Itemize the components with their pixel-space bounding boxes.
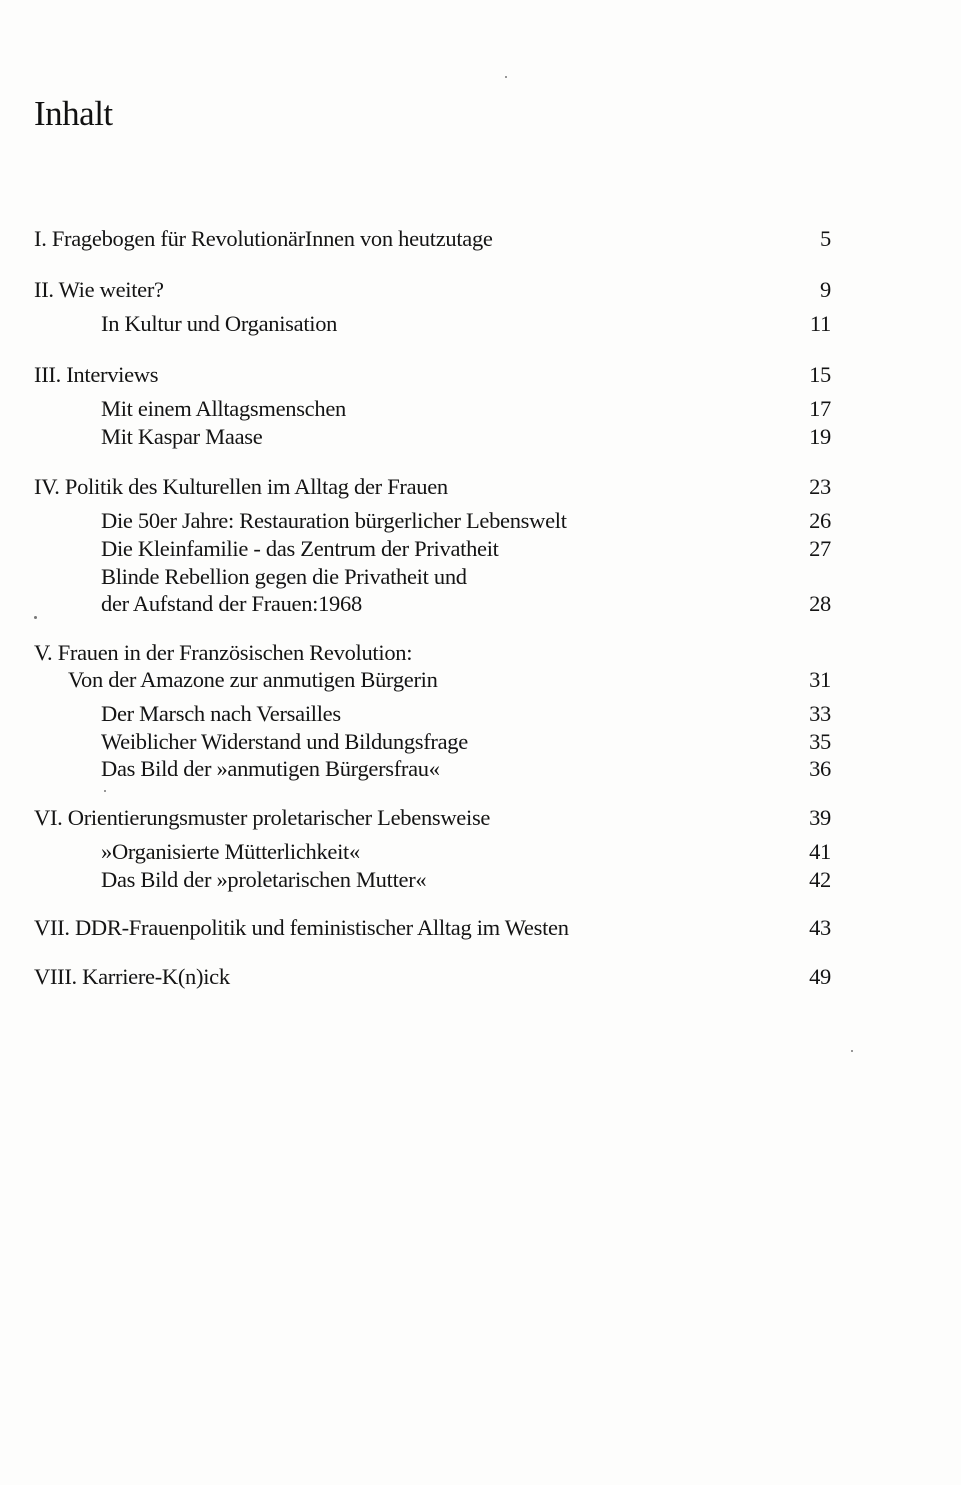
toc-entry-text: Mit einem Alltagsmenschen (101, 396, 346, 421)
scan-speck (851, 1050, 853, 1052)
toc-section (0, 394, 961, 424)
scan-speck (34, 616, 37, 619)
toc-entry-text: V. Frauen in der Französischen Revolution: (34, 640, 413, 665)
toc-section (0, 534, 961, 564)
toc-entry-text: Das Bild der »proletarischen Mutter« (101, 867, 427, 892)
toc-page-number: 27 (809, 536, 831, 561)
toc-entry-text: In Kultur und Organisation (101, 311, 338, 336)
toc-entry-text: VIII. Karriere-K(n)ick (34, 964, 230, 989)
toc-entry-text: Von der Amazone zur anmutigen Bürgerin (68, 667, 438, 692)
toc-section (0, 309, 961, 339)
toc-section (0, 837, 961, 867)
toc-chapter-6 (0, 803, 961, 833)
toc-chapter-8 (0, 962, 961, 992)
toc-page-number: 19 (809, 424, 831, 449)
page-title: Inhalt (34, 94, 113, 133)
toc-page-number: 15 (809, 362, 831, 387)
toc-entry-text: Die 50er Jahre: Restauration bürgerlicher Lebenswelt (101, 508, 567, 533)
toc-entry-text: Das Bild der »anmutigen Bürgersfrau« (101, 756, 440, 781)
toc-chapter-2 (0, 275, 961, 305)
toc-page-number: 26 (809, 508, 831, 533)
toc-page-number: 43 (809, 915, 831, 940)
toc-page-number: 36 (809, 756, 831, 781)
toc-page-number: 28 (809, 591, 831, 616)
toc-chapter-1 (0, 224, 961, 254)
toc-page-number: 23 (809, 474, 831, 499)
toc-entry-text: III. Interviews (34, 362, 159, 387)
toc-page-number: 33 (809, 701, 831, 726)
toc-page-number: 42 (809, 867, 831, 892)
toc-chapter-3 (0, 360, 961, 390)
toc-section (0, 754, 961, 784)
toc-section (0, 699, 961, 729)
toc-page-number: 41 (809, 839, 831, 864)
toc-entry-text: Blinde Rebellion gegen die Privatheit und (101, 564, 467, 589)
toc-chapter-7 (0, 913, 961, 943)
toc-section (0, 562, 961, 592)
toc-entry-text: »Organisierte Mütterlichkeit« (101, 839, 360, 864)
toc-entry-text: VI. Orientierungsmuster proletarischer Lebensweise (34, 805, 491, 830)
toc-entry-text: Der Marsch nach Versailles (101, 701, 341, 726)
toc-entry-text: I. Fragebogen für RevolutionärInnen von heutzutage (34, 226, 493, 251)
scan-speck (104, 790, 106, 792)
toc-section (0, 589, 961, 619)
toc-entry-text: Die Kleinfamilie - das Zentrum der Privatheit (101, 536, 499, 561)
toc-section (0, 506, 961, 536)
toc-entry-text: Weiblicher Widerstand und Bildungsfrage (101, 729, 468, 754)
toc-chapter-4 (0, 472, 961, 502)
toc-page-number: 11 (809, 311, 831, 336)
toc-chapter-5 (0, 638, 961, 668)
scan-speck (505, 76, 507, 78)
toc-page-number: 5 (820, 226, 831, 251)
toc-page-number: 39 (809, 805, 831, 830)
toc-entry-text: IV. Politik des Kulturellen im Alltag der Frauen (34, 474, 448, 499)
toc-entry-text: der Aufstand der Frauen:1968 (101, 591, 362, 616)
toc-entry-text: VII. DDR-Frauenpolitik und feministischer Alltag im Westen (34, 915, 569, 940)
toc-entry-text: Mit Kaspar Maase (101, 424, 263, 449)
toc-section (0, 422, 961, 452)
toc-chapter-5-continued (0, 665, 961, 695)
toc-section (0, 727, 961, 757)
toc-page-number: 17 (809, 396, 831, 421)
toc-section (0, 865, 961, 895)
toc-page-number: 35 (809, 729, 831, 754)
toc-page-number: 31 (809, 667, 831, 692)
toc-page-number: 9 (820, 277, 831, 302)
toc-entry-text: II. Wie weiter? (34, 277, 164, 302)
toc-page-number: 49 (809, 964, 831, 989)
